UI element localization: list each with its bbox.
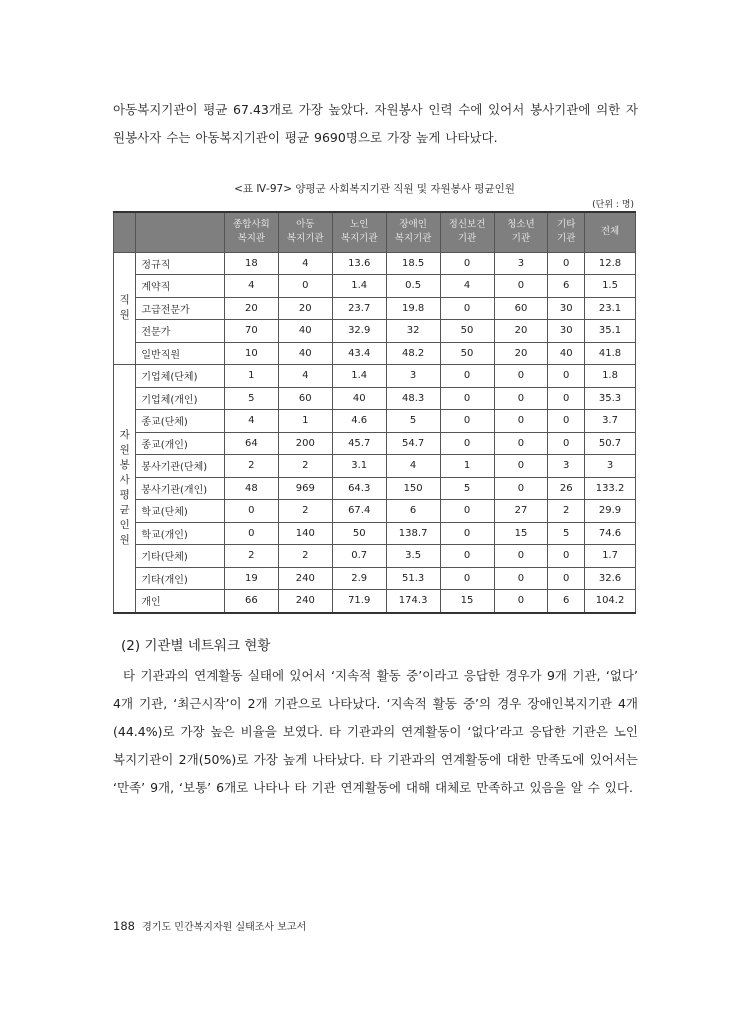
table-cell: 12.8 <box>585 252 636 275</box>
table-cell: 200 <box>278 432 332 455</box>
table-cell: 2 <box>278 545 332 568</box>
column-header <box>386 212 440 252</box>
table-cell: 54.7 <box>386 432 440 455</box>
row-group-label-char: 원 <box>119 534 130 547</box>
table-cell: 1.7 <box>585 545 636 568</box>
row-label: 학교(단체) <box>136 500 225 523</box>
table-cell: 0 <box>440 432 494 455</box>
row-label: 종교(단체) <box>136 410 225 433</box>
table-cell: 20 <box>278 297 332 320</box>
table-cell: 30 <box>548 297 585 320</box>
table-cell: 2 <box>224 545 278 568</box>
table-body <box>114 252 636 613</box>
table-cell: 0 <box>494 432 548 455</box>
table-cell: 140 <box>278 522 332 545</box>
table-cell: 0 <box>494 477 548 500</box>
page-footer <box>113 918 306 933</box>
row-label: 고급전문가 <box>136 297 225 320</box>
column-header-line: 장애인 <box>399 219 427 231</box>
table-cell: 104.2 <box>585 590 636 613</box>
staff-volunteer-table <box>113 211 636 614</box>
table-cell: 0 <box>548 410 585 433</box>
table-cell: 5 <box>224 387 278 410</box>
table-caption: <표 Ⅳ-97> 양평군 사회복지기관 직원 및 자원봉사 평균인원 <box>234 183 515 195</box>
network-section <box>113 634 638 802</box>
table-cell: 3.7 <box>585 410 636 433</box>
column-header <box>224 212 278 252</box>
table-row <box>114 477 636 500</box>
table-cell: 20 <box>494 342 548 365</box>
table-cell: 0 <box>440 567 494 590</box>
table-row <box>114 320 636 343</box>
table-cell: 45.7 <box>332 432 386 455</box>
table-cell: 0 <box>548 387 585 410</box>
table-cell: 40 <box>548 342 585 365</box>
table-cell: 10 <box>224 342 278 365</box>
row-label: 개인 <box>136 590 225 613</box>
table-cell: 4 <box>224 410 278 433</box>
table-cell: 240 <box>278 567 332 590</box>
table-cell: 1 <box>278 410 332 433</box>
column-header <box>494 212 548 252</box>
table-cell: 1.8 <box>585 365 636 388</box>
table-cell: 0 <box>548 365 585 388</box>
table-cell: 70 <box>224 320 278 343</box>
table-cell: 35.3 <box>585 387 636 410</box>
table-cell: 0 <box>494 410 548 433</box>
column-header-line: 노인 <box>350 219 369 231</box>
table-cell: 0 <box>548 252 585 275</box>
table-row <box>114 590 636 613</box>
table-row <box>114 342 636 365</box>
page-number: 188 <box>113 919 135 933</box>
column-header-line: 청소년 <box>507 219 535 231</box>
column-header-line: 기타 <box>557 219 576 231</box>
row-group-label-char: 사 <box>119 474 130 487</box>
row-label: 학교(개인) <box>136 522 225 545</box>
table-cell: 4 <box>386 455 440 478</box>
table-cell: 3 <box>548 455 585 478</box>
table-cell: 174.3 <box>386 590 440 613</box>
column-header <box>548 212 585 252</box>
table-cell: 6 <box>548 275 585 298</box>
row-group-label-char: 자 <box>119 429 130 442</box>
table-cell: 1.5 <box>585 275 636 298</box>
table-cell: 20 <box>224 297 278 320</box>
header-blank-group <box>114 212 136 252</box>
row-label: 일반직원 <box>136 342 225 365</box>
section-heading: (2) 기관별 네트워크 현황 <box>121 638 271 654</box>
row-group-label-char: 원 <box>119 444 130 457</box>
table-row <box>114 545 636 568</box>
table-cell: 71.9 <box>332 590 386 613</box>
header-blank-label <box>136 212 225 252</box>
table-cell: 30 <box>548 320 585 343</box>
table-row <box>114 252 636 275</box>
table-cell: 35.1 <box>585 320 636 343</box>
column-header-line: 아동 <box>296 219 315 231</box>
row-group-label-char: 평 <box>119 489 130 502</box>
table-cell: 0 <box>494 567 548 590</box>
table-cell: 41.8 <box>585 342 636 365</box>
table-cell: 67.4 <box>332 500 386 523</box>
table-row <box>114 455 636 478</box>
table-cell: 23.7 <box>332 297 386 320</box>
row-group-label-char: 직 <box>119 294 130 307</box>
row-label: 전문가 <box>136 320 225 343</box>
row-label: 봉사기관(개인) <box>136 477 225 500</box>
column-header <box>332 212 386 252</box>
table-cell: 3.1 <box>332 455 386 478</box>
row-label: 봉사기관(단체) <box>136 455 225 478</box>
table-cell: 26 <box>548 477 585 500</box>
table-row <box>114 432 636 455</box>
table-cell: 18 <box>224 252 278 275</box>
table-cell: 48 <box>224 477 278 500</box>
table-cell: 19.8 <box>386 297 440 320</box>
table-cell: 5 <box>386 410 440 433</box>
table-cell: 1.4 <box>332 275 386 298</box>
table-row <box>114 567 636 590</box>
table-cell: 0.7 <box>332 545 386 568</box>
table-cell: 60 <box>278 387 332 410</box>
table-cell: 2 <box>278 500 332 523</box>
table-cell: 51.3 <box>386 567 440 590</box>
table-cell: 1 <box>440 455 494 478</box>
table-cell: 40 <box>278 320 332 343</box>
table-cell: 0 <box>494 455 548 478</box>
column-header-line: 정신보건 <box>448 219 486 231</box>
table-cell: 138.7 <box>386 522 440 545</box>
table-cell: 6 <box>386 500 440 523</box>
table-cell: 0 <box>278 275 332 298</box>
row-group-label-char: 균 <box>119 504 130 517</box>
table-cell: 40 <box>278 342 332 365</box>
table-cell: 18.5 <box>386 252 440 275</box>
table-cell: 13.6 <box>332 252 386 275</box>
table-header-row <box>114 212 636 252</box>
table-row <box>114 500 636 523</box>
table-row <box>114 522 636 545</box>
table-cell: 3.5 <box>386 545 440 568</box>
table-cell: 20 <box>494 320 548 343</box>
row-label: 정규직 <box>136 252 225 275</box>
table-cell: 0 <box>224 522 278 545</box>
row-label: 기타(개인) <box>136 567 225 590</box>
table-cell: 5 <box>548 522 585 545</box>
table-cell: 3 <box>386 365 440 388</box>
intro-paragraph <box>113 96 638 152</box>
table-cell: 64.3 <box>332 477 386 500</box>
table-cell: 0 <box>494 590 548 613</box>
table-cell: 48.2 <box>386 342 440 365</box>
table-cell: 32.9 <box>332 320 386 343</box>
table-cell: 3 <box>494 252 548 275</box>
row-group-label-char: 인 <box>119 519 130 532</box>
table-cell: 40 <box>332 387 386 410</box>
table-cell: 0 <box>440 500 494 523</box>
table-cell: 0 <box>440 387 494 410</box>
table-cell: 50 <box>332 522 386 545</box>
table-cell: 32 <box>386 320 440 343</box>
row-group-label <box>114 252 136 365</box>
table-cell: 60 <box>494 297 548 320</box>
table-cell: 0 <box>494 545 548 568</box>
row-label: 기업체(단체) <box>136 365 225 388</box>
table-cell: 2 <box>548 500 585 523</box>
column-header-line: 복지기관 <box>394 233 432 245</box>
table-cell: 4 <box>224 275 278 298</box>
intro-text: 아동복지기관이 평균 67.43개로 가장 높았다. 자원봉사 인력 수에 있어서 봉사기관에 의한 자원봉사자 수는 아동복지기관이 평균 9690명으로 가장 높게 나타났다. <box>113 102 638 145</box>
table-cell: 0 <box>440 297 494 320</box>
table-row <box>114 297 636 320</box>
table-cell: 74.6 <box>585 522 636 545</box>
table-cell: 32.6 <box>585 567 636 590</box>
table-row <box>114 410 636 433</box>
table-cell: 0 <box>440 252 494 275</box>
section-body: 타 기관과의 연계활동 실태에 있어서 ‘지속적 활동 중’이라고 응답한 경우가 9개 기관, ‘없다’ 4개 기관, ‘최근시작’이 2개 기관으로 나타났다. ‘지속적 활동 중’의 경우 장애인복지기관 4개(44.4%)로 가장 높은 비율을 보였다. 타 기관과의 연계활동이 ‘없다’라고 응답한 기관은 노인복지기관이 2개(50%)로 가장 높게 나타났다. 타 기관과의 연계활동에 대한 만족도에 있어서는 ‘만족’ 9개, ‘보통’ 6개로 나타나 타 기관 연계활동에 대해 대체로 만족하고 있음을 알 수 있다. <box>113 668 638 795</box>
table-cell: 15 <box>494 522 548 545</box>
table-cell: 50 <box>440 342 494 365</box>
table-cell: 0 <box>440 365 494 388</box>
row-group-label <box>114 365 136 613</box>
column-header-line: 기관 <box>557 233 576 245</box>
table-cell: 0 <box>440 545 494 568</box>
table-cell: 0.5 <box>386 275 440 298</box>
table-cell: 6 <box>548 590 585 613</box>
column-header <box>585 212 636 252</box>
table-cell: 0 <box>548 567 585 590</box>
table-cell: 27 <box>494 500 548 523</box>
table-cell: 23.1 <box>585 297 636 320</box>
row-label: 기업체(개인) <box>136 387 225 410</box>
table-cell: 50.7 <box>585 432 636 455</box>
table-cell: 0 <box>548 545 585 568</box>
table-cell: 0 <box>440 410 494 433</box>
table-cell: 0 <box>494 365 548 388</box>
table-cell: 0 <box>494 275 548 298</box>
table-row <box>114 387 636 410</box>
table-cell: 2.9 <box>332 567 386 590</box>
row-group-label-char: 원 <box>119 309 130 322</box>
table-cell: 0 <box>548 432 585 455</box>
table-cell: 4.6 <box>332 410 386 433</box>
table-cell: 4 <box>278 365 332 388</box>
column-header <box>440 212 494 252</box>
table-cell: 5 <box>440 477 494 500</box>
column-header-line: 복지기관 <box>286 233 324 245</box>
table-cell: 0 <box>494 387 548 410</box>
table-cell: 0 <box>224 500 278 523</box>
table-cell: 64 <box>224 432 278 455</box>
table-cell: 969 <box>278 477 332 500</box>
table-cell: 133.2 <box>585 477 636 500</box>
table-cell: 50 <box>440 320 494 343</box>
column-header-line: 종합사회 <box>232 219 270 231</box>
table-cell: 48.3 <box>386 387 440 410</box>
footer-title: 경기도 민간복지자원 실태조사 보고서 <box>142 922 307 933</box>
table-cell: 19 <box>224 567 278 590</box>
table-cell: 15 <box>440 590 494 613</box>
table-cell: 150 <box>386 477 440 500</box>
table-cell: 1 <box>224 365 278 388</box>
table-cell: 1.4 <box>332 365 386 388</box>
column-header-line: 복지관 <box>237 233 266 245</box>
column-header-line: 복지기관 <box>340 233 378 245</box>
table-row <box>114 275 636 298</box>
table-cell: 66 <box>224 590 278 613</box>
table-cell: 43.4 <box>332 342 386 365</box>
table-cell: 29.9 <box>585 500 636 523</box>
row-label: 기타(단체) <box>136 545 225 568</box>
table-unit: (단위 : 명) <box>592 200 634 210</box>
row-label: 종교(개인) <box>136 432 225 455</box>
table-cell: 4 <box>278 252 332 275</box>
table-row <box>114 365 636 388</box>
row-group-label-char: 봉 <box>119 459 130 472</box>
table-cell: 2 <box>278 455 332 478</box>
column-header-line: 기관 <box>511 233 531 245</box>
row-label: 계약직 <box>136 275 225 298</box>
table-cell: 0 <box>440 522 494 545</box>
table-cell: 3 <box>585 455 636 478</box>
table-cell: 2 <box>224 455 278 478</box>
table-cell: 240 <box>278 590 332 613</box>
column-header <box>278 212 332 252</box>
column-header-line: 전체 <box>600 226 620 238</box>
table-cell: 4 <box>440 275 494 298</box>
column-header-line: 기관 <box>457 233 477 245</box>
